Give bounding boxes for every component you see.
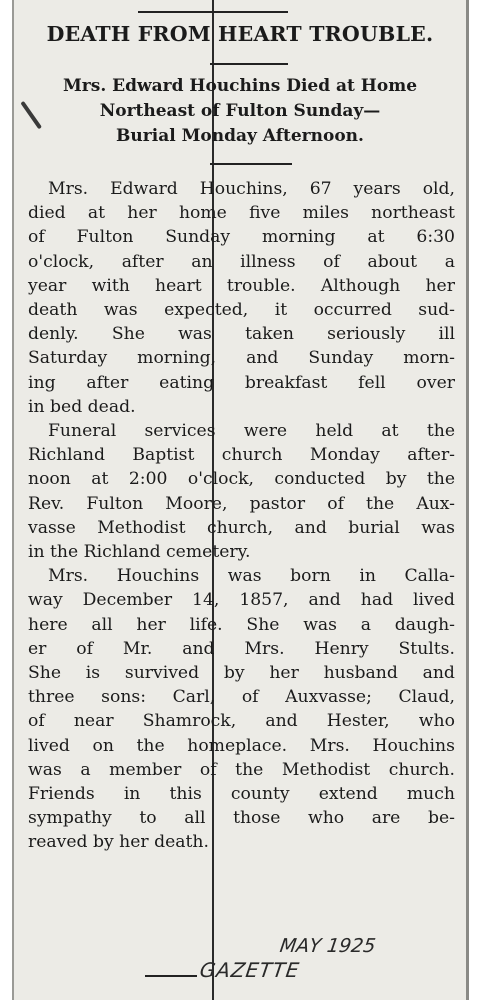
subheadline-rule: [210, 163, 292, 165]
text-line: Funeral services were held at the: [48, 421, 455, 442]
text-line: Mrs. Houchins was born in Calla-: [48, 566, 455, 587]
subheadline-line: Mrs. Edward Houchins Died at Home: [62, 76, 418, 96]
text-line: of near Shamrock, and Hester, who: [28, 711, 455, 732]
text-line: sympathy to all those who are be-: [28, 808, 455, 829]
text-line: She is survived by her husband and: [28, 663, 455, 684]
clipping-right-edge: [466, 0, 469, 1000]
text-line: vasse Methodist church, and burial was: [28, 517, 455, 538]
text-line: died at her home five miles northeast: [28, 203, 455, 224]
headline: DEATH FROM HEART TROUBLE.: [46, 22, 434, 46]
subheadline: [14, 74, 466, 149]
text-line: Saturday morning, and Sunday morn-: [28, 348, 455, 369]
text-line: Friends in this county extend much: [28, 784, 455, 805]
text-line: Richland Baptist church Monday after-: [28, 445, 455, 466]
text-line: ing after eating breakfast fell over: [28, 372, 455, 393]
text-line: here all her life. She was a daugh-: [28, 614, 455, 635]
text-line: three sons: Carl, of Auxvasse; Claud,: [28, 687, 455, 708]
article-body: [28, 177, 455, 855]
subheadline-line: Burial Monday Afternoon.: [116, 126, 364, 146]
text-line: year with heart trouble. Although her: [28, 275, 455, 296]
subheadline-line: Northeast of Fulton Sunday—: [99, 101, 381, 121]
text-line: Rev. Fulton Moore, pastor of the Aux-: [28, 493, 455, 514]
text-line: death was expected, it occurred sud-: [28, 300, 455, 321]
text-line: was a member of the Methodist church.: [28, 759, 455, 780]
top-rule: [138, 11, 288, 13]
text-line: denly. She was taken seriously ill: [28, 324, 455, 345]
text-line: reaved by her death.: [28, 832, 209, 853]
handwritten-date: MAY 1925: [278, 935, 377, 957]
text-line: way December 14, 1857, and had lived: [28, 590, 455, 611]
text-line: er of Mr. and Mrs. Henry Stults.: [28, 638, 455, 659]
handwritten-source: GAZETTE: [198, 958, 302, 982]
text-line: in bed dead.: [28, 396, 136, 417]
text-line: lived on the homeplace. Mrs. Houchins: [28, 735, 455, 756]
text-line: o'clock, after an illness of about a: [28, 251, 455, 272]
headline-rule: [210, 63, 288, 65]
text-line: Mrs. Edward Houchins, 67 years old,: [48, 179, 455, 199]
bottom-rule: [145, 975, 197, 977]
text-line: of Fulton Sunday morning at 6:30: [28, 227, 455, 248]
text-line: noon at 2:00 o'clock, conducted by the: [28, 469, 455, 490]
text-line: in the Richland cemetery.: [28, 542, 251, 563]
